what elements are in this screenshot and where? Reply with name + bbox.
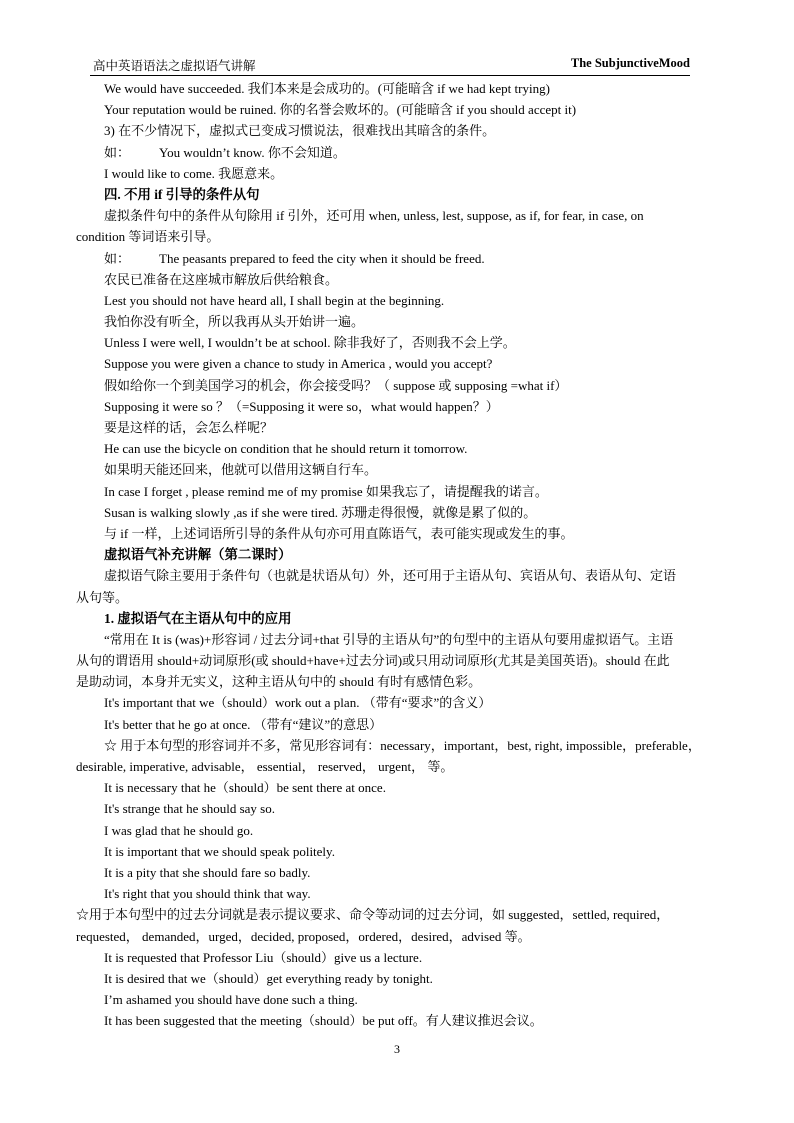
text-line: Unless I were well, I wouldn’t be at school. 除非我好了，否则我不会上学。	[104, 335, 516, 351]
text-line: I’m ashamed you should have done such a thing.	[104, 992, 358, 1008]
text-line: 从句等。	[76, 589, 129, 605]
example-line	[76, 142, 718, 163]
example-text: The peasants prepared to feed the city when it should be freed.	[159, 250, 485, 266]
text-line: 我怕你没有听全，所以我再从头开始讲一遍。	[104, 314, 365, 330]
text-line: “常用在 It is (was)+形容词 / 过去分词+that 引导的主语从句”的句型中的主语从句要用虚拟语气。主语	[104, 631, 674, 647]
text-line: He can use the bicycle on condition that he should return it tomorrow.	[104, 441, 468, 457]
text-line: I was glad that he should go.	[104, 822, 254, 838]
text-line: In case I forget , please remind me of my promise 如果我忘了，请提醒我的诺言。	[104, 483, 548, 499]
text-line: condition 等词语来引导。	[76, 229, 220, 245]
text-line: It's better that he go at once. （带有“建议”的意思）	[104, 716, 383, 732]
example-text: You wouldn’t know. 你不会知道。	[159, 144, 346, 160]
text-line: ☆ 用于本句型的形容词并不多，常见形容词有：necessary，important，best, right, impossible，preferable，	[104, 737, 701, 753]
page-number: 3	[394, 1042, 400, 1056]
text-line: requested， demanded，urged，decided, proposed，ordered，desired，advised 等。	[76, 928, 531, 944]
text-line: 假如给你一个到美国学习的机会，你会接受吗？（ suppose 或 supposing =what if）	[104, 377, 568, 393]
text-line: 如果明天能还回来，他就可以借用这辆自行车。	[104, 462, 378, 478]
text-line: 虚拟语气除主要用于条件句（也就是状语从句）外，还可用于主语从句、宾语从句、表语从句、定语	[104, 568, 677, 584]
text-line: Supposing it were so ？（=Supposing it were so，what would happen？）	[104, 398, 499, 414]
section-heading: 虚拟语气补充讲解（第二课时）	[104, 547, 292, 563]
text-line: 3) 在不少情况下，虚拟式已变成习惯说法，很难找出其暗含的条件。	[104, 123, 496, 139]
section-heading: 1. 虚拟语气在主语从句中的应用	[104, 610, 292, 626]
text-line: It's important that we（should）work out a plan. （带有“要求”的含义）	[104, 695, 492, 711]
text-line: 要是这样的话，会怎么样呢？	[104, 420, 274, 435]
text-line: Your reputation would be ruined. 你的名誉会败坏的。(可能暗含 if you should accept it)	[104, 102, 577, 118]
header-subtitle: The SubjunctiveMood	[570, 56, 690, 70]
text-line: It is desired that we（should）get everything ready by tonight.	[104, 970, 433, 986]
text-line: 是助动词，本身并无实义，这种主语从句中的 should 有时有感情色彩。	[76, 674, 482, 690]
example-line	[76, 248, 718, 269]
text-line: It has been suggested that the meeting（should）be put off。有人建议推迟会议。	[104, 1013, 543, 1029]
text-line: It is necessary that he（should）be sent there at once.	[104, 780, 386, 796]
text-line: 与 if 一样，上述词语所引导的条件从句亦可用直陈语气，表可能实现或发生的事。	[104, 525, 574, 541]
example-label: 如：	[104, 144, 131, 160]
text-line: It is requested that Professor Liu（should）give us a lecture.	[104, 949, 423, 965]
text-line: Suppose you were given a chance to study in America , would you accept?	[104, 356, 493, 372]
section-heading: 四. 不用 if 引导的条件从句	[104, 186, 260, 202]
text-line: I would like to come. 我愿意来。	[104, 165, 284, 181]
document-body	[76, 78, 718, 1031]
text-line: It's strange that he should say so.	[104, 801, 275, 817]
page-header	[90, 56, 690, 76]
example-label: 如：	[104, 250, 131, 266]
text-line: 虚拟条件句中的条件从句除用 if 引外，还可用 when, unless, lest, suppose, as if, for fear, in case, on	[104, 208, 644, 224]
text-line: desirable, imperative, advisable， essential， reserved， urgent， 等。	[76, 759, 454, 774]
text-line: It is important that we should speak politely.	[104, 843, 335, 859]
text-line: It's right that you should think that way.	[104, 886, 311, 902]
header-title: 高中英语语法之虚拟语气讲解	[93, 59, 256, 73]
text-line: It is a pity that she should fare so badly.	[104, 864, 311, 880]
text-line: Lest you should not have heard all, I shall begin at the beginning.	[104, 292, 445, 308]
text-line: We would have succeeded. 我们本来是会成功的。(可能暗含 if we had kept trying)	[104, 81, 550, 96]
text-line: Susan is walking slowly ,as if she were tired. 苏珊走得很慢，就像是累了似的。	[104, 504, 537, 520]
text-line: ☆用于本句型中的过去分词就是表示提议要求、命令等动词的过去分词，如 suggested，settled, required，	[76, 907, 670, 923]
text-line: 从句的谓语用 should+动词原形(或 should+have+过去分词)或只用动词原形(尤其是美国英语)。should 在此	[76, 653, 670, 669]
text-line: 农民已准备在这座城市解放后供给粮食。	[104, 271, 339, 287]
